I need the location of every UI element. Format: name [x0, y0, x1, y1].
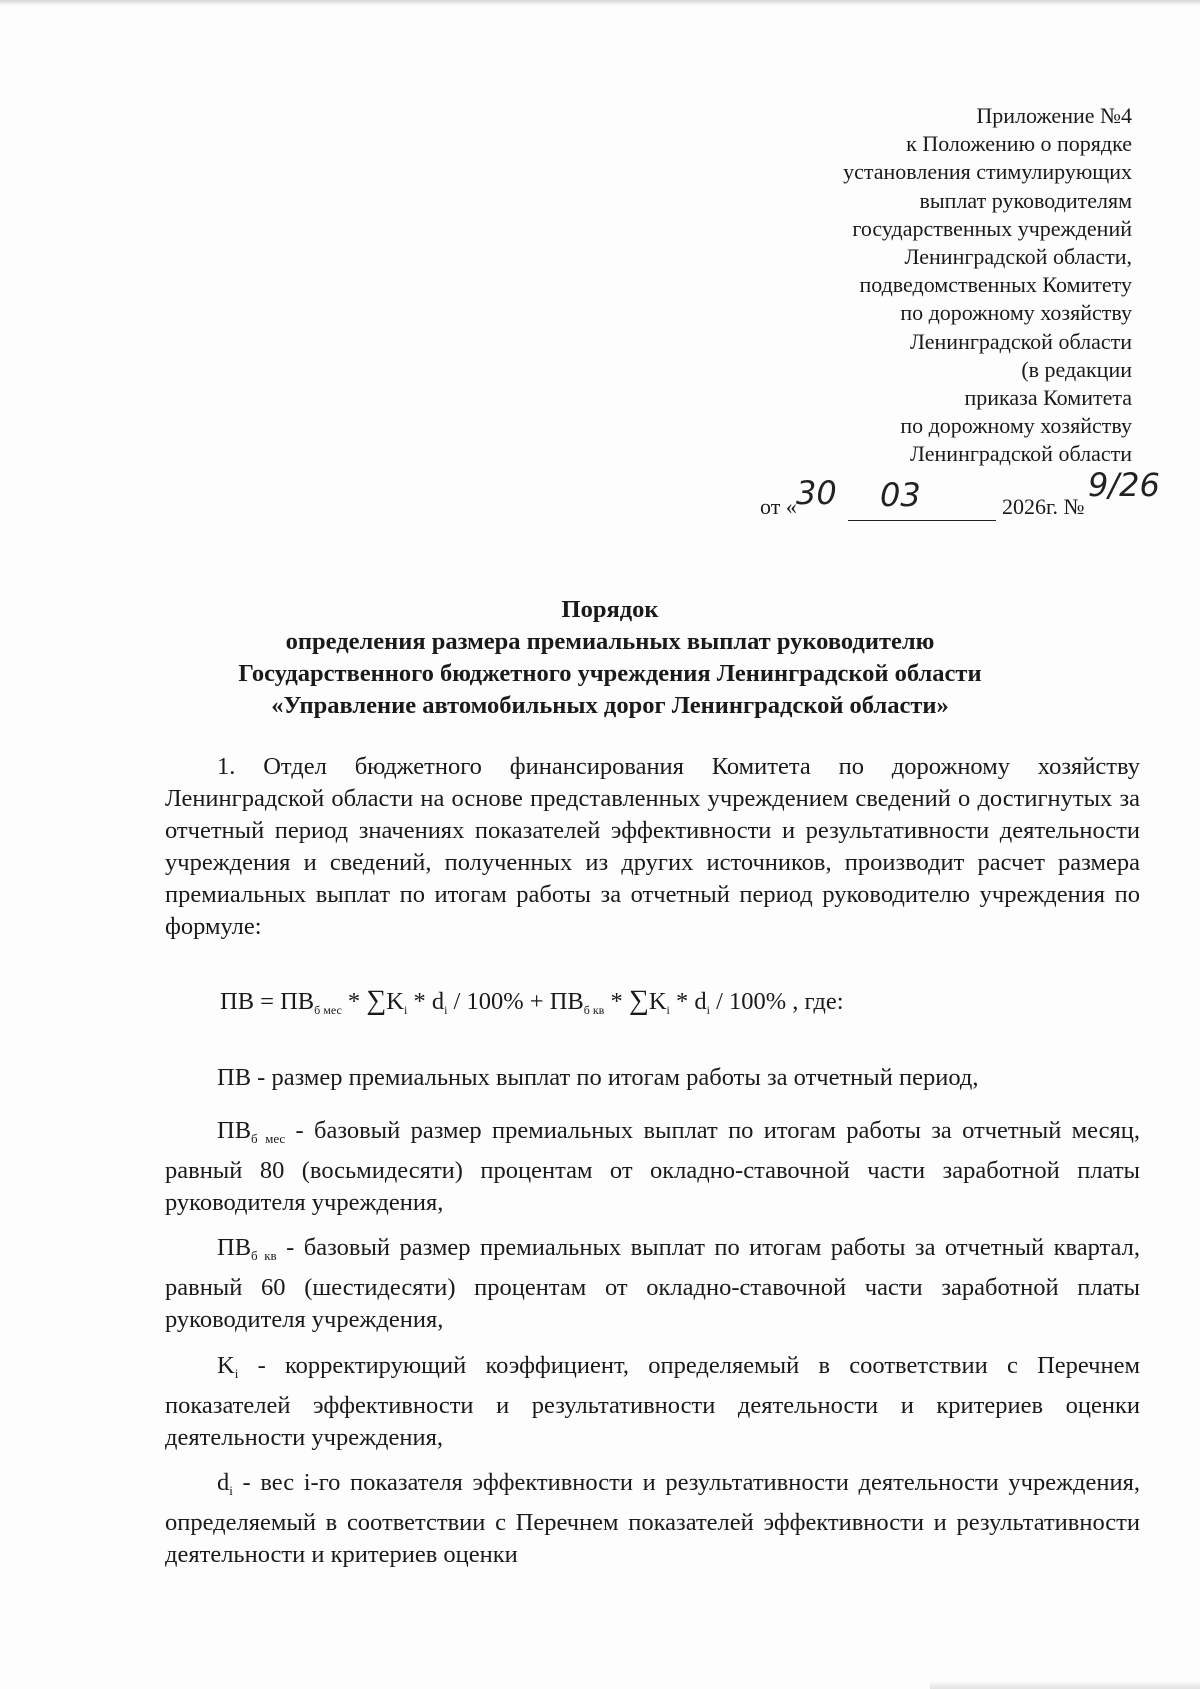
appendix-line: Ленинградской области: [910, 328, 1132, 354]
document-title: [150, 594, 1070, 722]
formula: [220, 985, 844, 1018]
definition-pvb-kv: [165, 1232, 1140, 1336]
formula-mul: *: [341, 988, 367, 1015]
order-year: 2026г. №: [1002, 494, 1085, 519]
order-number-handwritten: 9/26: [1088, 466, 1160, 504]
appendix-line: по дорожному хозяйству: [900, 413, 1132, 439]
term-d: [217, 1469, 233, 1496]
term-pvb-kv: [217, 1234, 277, 1261]
formula-sum: ∑: [366, 985, 387, 1016]
title-line: «Управление автомобильных дорог Ленинградской области»: [271, 692, 949, 719]
appendix-line: государственных учреждений: [852, 215, 1132, 241]
appendix-header: [612, 102, 1132, 469]
appendix-line: (в редакции: [1021, 356, 1132, 382]
formula-d-index: i: [444, 1003, 448, 1017]
appendix-line: к Положению о порядке: [906, 131, 1132, 157]
title-line: Порядок: [561, 596, 659, 623]
appendix-line: Приложение №4: [976, 103, 1132, 128]
term-subscript: i: [234, 1366, 239, 1381]
definition-d: [165, 1467, 1140, 1571]
title-line: Государственного бюджетного учреждения Ленинградской области: [238, 660, 982, 687]
definition-text: - корректирующий коэффициент, определяемый в соответствии с Перечнем показателей эффективности и результативности деятельности и критериев оценки деятельности учреждения,: [165, 1352, 1140, 1451]
formula-d-2: * d: [669, 988, 707, 1015]
order-month-handwritten: 03: [880, 476, 921, 514]
appendix-line: выплат руководителям: [919, 187, 1132, 213]
term-text: ПВ: [217, 1117, 252, 1144]
formula-sum-2: ∑: [628, 985, 649, 1016]
definition-text: - базовый размер премиальных выплат по итогам работы за отчетный квартал, равный 60 (шестидесяти) процентам от окладно-ставочной части заработной платы руководителя учреждения,: [165, 1234, 1140, 1333]
term-subscript: б кв: [251, 1248, 277, 1263]
appendix-line: Ленинградской области,: [904, 244, 1132, 270]
formula-mul-2: *: [604, 988, 629, 1015]
order-date-line: [760, 466, 1160, 528]
formula-d: * d: [407, 988, 445, 1015]
month-underline: [848, 520, 996, 521]
appendix-line: по дорожному хозяйству: [900, 300, 1132, 326]
definition-k: [165, 1350, 1140, 1454]
definition-pv: ПВ - размер премиальных выплат по итогам работы за отчетный период,: [217, 1064, 979, 1091]
appendix-line: приказа Комитета: [964, 385, 1132, 411]
term-text: K: [217, 1352, 235, 1379]
term-pvb-mes: [217, 1117, 285, 1144]
formula-k-index-2: i: [666, 1003, 670, 1017]
term-subscript: i: [229, 1483, 233, 1498]
formula-div: / 100% + ПВ: [447, 988, 584, 1015]
definition-text: - вес i-го показателя эффективности и результативности деятельности учреждения, определяемый в соответствии с Перечнем показателей эффективности и результативности деятельности и критериев оценки: [165, 1469, 1140, 1568]
term-text: ПВ: [217, 1234, 252, 1261]
title-line: определения размера премиальных выплат руководителю: [285, 628, 935, 655]
definition-text: - базовый размер премиальных выплат по итогам работы за отчетный месяц, равный 80 (восьмидесяти) процентам от окладно-ставочной части заработной платы руководителя учреждения,: [165, 1117, 1140, 1216]
order-prefix: от «: [760, 494, 797, 519]
formula-d-index-2: i: [706, 1003, 710, 1017]
paragraph-1: 1. Отдел бюджетного финансирования Комитета по дорожному хозяйству Ленинградской области на основе представленных учреждением сведений о достигнутых за отчетный период значениях показателей эффективности и результативности деятельности учреждения и сведений, полученных из других источников, производит расчет размера премиальных выплат по итогам работы за отчетный период руководителю учреждения по формуле:: [165, 753, 1140, 940]
formula-k: K: [386, 988, 404, 1015]
formula-k-2: K: [648, 988, 667, 1015]
appendix-line: Ленинградской области: [910, 441, 1132, 467]
term-text: d: [217, 1469, 230, 1496]
order-day-handwritten: 30: [796, 474, 837, 512]
formula-sub-kv: б кв: [583, 1003, 605, 1017]
scan-edge-bottom: [930, 1681, 1200, 1689]
formula-pv: ПВ = ПВ: [220, 988, 315, 1015]
appendix-line: установления стимулирующих: [843, 159, 1132, 185]
formula-end: / 100% , где:: [709, 988, 844, 1015]
formula-sub-mes: б мес: [314, 1003, 342, 1017]
appendix-line: подведомственных Комитету: [859, 272, 1132, 298]
definition-pvb-mes: [165, 1115, 1140, 1219]
term-k: [217, 1352, 238, 1379]
term-subscript: б мес: [251, 1131, 286, 1146]
scan-edge-top: [0, 0, 1200, 6]
formula-k-index: i: [403, 1003, 408, 1017]
